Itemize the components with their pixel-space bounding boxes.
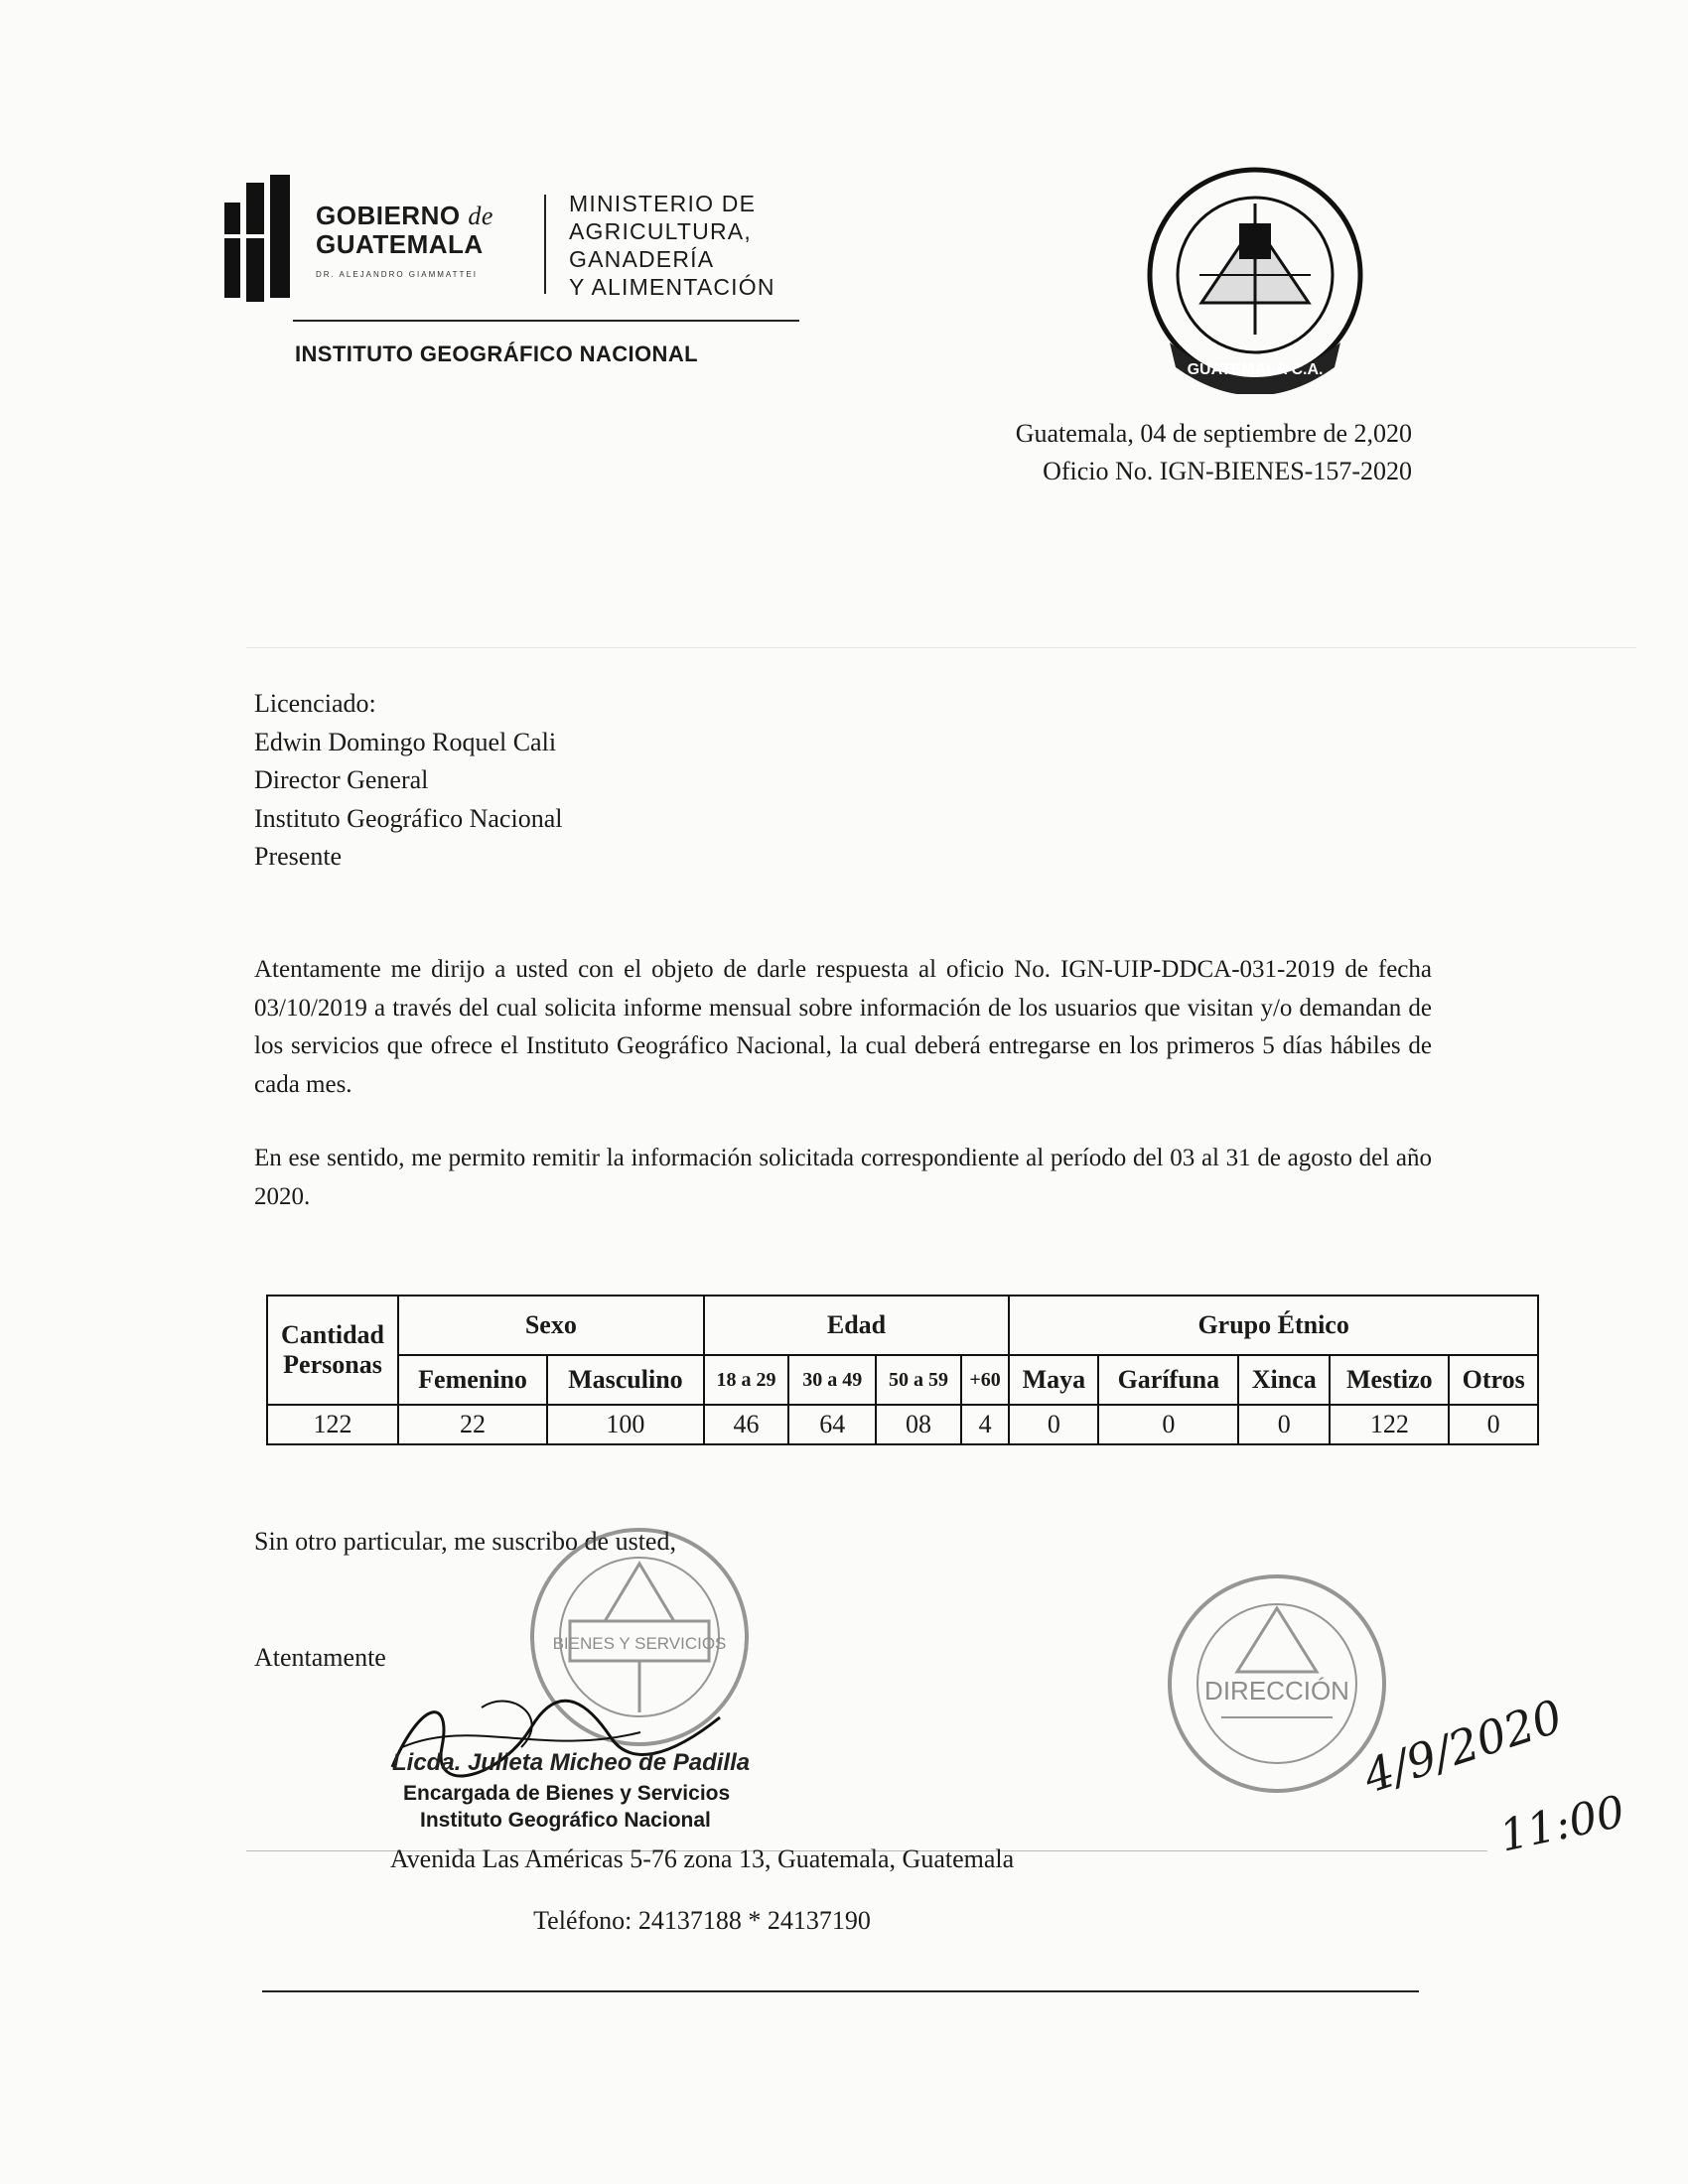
td-otros: 0 (1449, 1405, 1538, 1444)
gov-line2: GUATEMALA (316, 229, 484, 259)
th-femenino: Femenino (398, 1355, 547, 1405)
th-sexo: Sexo (398, 1296, 704, 1355)
th-garifuna: Garífuna (1098, 1355, 1238, 1405)
addressee-title: Director General (254, 765, 429, 794)
td-femenino: 22 (398, 1405, 547, 1444)
addressee-institution: Instituto Geográfico Nacional (254, 803, 563, 833)
body-paragraph-1: Atentamente me dirijo a usted con el objeto de darle respuesta al oficio No. IGN-UIP-DDCA-031-2019 de fecha 03/10/2019 a través del cual solicita informe mensual sobre información de los usuarios que visitan y/o demandan de los servicios que ofrece el Instituto Geográfico Nacional, la cual deberá entregarse en los primeros 5 días hábiles de cada mes. (254, 956, 1432, 1098)
td-maya: 0 (1009, 1405, 1098, 1444)
th-maya: Maya (1009, 1355, 1098, 1405)
td-garifuna: 0 (1098, 1405, 1238, 1444)
addressee-block (254, 685, 562, 877)
ministry-line: AGRICULTURA, (569, 218, 752, 244)
oficio-number: Oficio No. IGN-BIENES-157-2020 (1043, 457, 1412, 485)
th-mestizo: Mestizo (1330, 1355, 1449, 1405)
header-rule (293, 320, 799, 322)
ministry-name (569, 190, 775, 301)
handwritten-time: 11:00 (1495, 1786, 1629, 1862)
body-paragraph-2: En ese sentido, me permito remitir la información solicitada correspondiente al período del 03 al 31 de agosto del año 2020. (254, 1145, 1432, 1210)
td-xinca: 0 (1238, 1405, 1330, 1444)
ministry-line: Y ALIMENTACIÓN (569, 274, 775, 300)
td-cantidad: 122 (267, 1405, 398, 1444)
th-xinca: Xinca (1238, 1355, 1330, 1405)
scan-fold-line (246, 647, 1636, 648)
date-block (1016, 415, 1412, 490)
ign-seal-icon (1140, 164, 1370, 394)
closing-line: Sin otro particular, me suscribo de usted, (254, 1527, 676, 1556)
th-grupo-etnico: Grupo Étnico (1009, 1296, 1538, 1355)
th-otros: Otros (1449, 1355, 1538, 1405)
gov-de: de (468, 202, 493, 230)
th-edad-18-29: 18 a 29 (704, 1355, 789, 1405)
footer-bottom-rule (262, 1990, 1419, 1992)
td-edad-50-59: 08 (876, 1405, 961, 1444)
th-edad-60: +60 (961, 1355, 1009, 1405)
th-edad: Edad (704, 1296, 1010, 1355)
td-edad-18-29: 46 (704, 1405, 789, 1444)
signatory-name: Licda. Julieta Micheo de Padilla (392, 1749, 751, 1776)
th-edad-30-49: 30 a 49 (788, 1355, 876, 1405)
atentamente: Atentamente (254, 1643, 386, 1672)
stamp-bienes-text: BIENES Y SERVICIOS (552, 1634, 727, 1653)
ministry-line: GANADERÍA (569, 246, 715, 272)
td-edad-30-49: 64 (788, 1405, 876, 1444)
gobierno-guatemala-logo-text (316, 202, 493, 258)
signatory-institution: Instituto Geográfico Nacional (420, 1809, 711, 1832)
td-edad-60: 4 (961, 1405, 1009, 1444)
td-masculino: 100 (547, 1405, 704, 1444)
footer-phone: Teléfono: 24137188 * 24137190 (533, 1906, 871, 1935)
ministry-line: MINISTERIO DE (569, 191, 757, 216)
handwritten-date: 4/9/2020 (1356, 1689, 1569, 1804)
institute-title: INSTITUTO GEOGRÁFICO NACIONAL (295, 341, 698, 366)
table-row (267, 1405, 1538, 1444)
letter-date: Guatemala, 04 de septiembre de 2,020 (1015, 419, 1412, 448)
gov-line1: GOBIERNO (316, 201, 461, 230)
th-masculino: Masculino (547, 1355, 704, 1405)
th-edad-50-59: 50 a 59 (876, 1355, 961, 1405)
stamp-direccion-text: DIRECCIÓN (1204, 1676, 1349, 1706)
footer-address: Avenida Las Américas 5-76 zona 13, Guatemala, Guatemala (389, 1844, 1015, 1873)
gobierno-logo-bars (224, 175, 296, 302)
salutation: Licenciado: (254, 689, 376, 718)
users-stats-table (266, 1295, 1539, 1445)
gov-subtitle: DR. ALEJANDRO GIAMMATTEI (316, 270, 478, 279)
presente: Presente (254, 842, 343, 871)
svg-text:GUATEMALA C.A.: GUATEMALA C.A. (1187, 361, 1324, 378)
signatory-role: Encargada de Bienes y Servicios (403, 1782, 731, 1805)
td-mestizo: 122 (1330, 1405, 1449, 1444)
th-cantidad: Cantidad Personas (267, 1296, 398, 1405)
logo-divider (544, 195, 546, 294)
addressee-name: Edwin Domingo Roquel Cali (254, 727, 557, 756)
